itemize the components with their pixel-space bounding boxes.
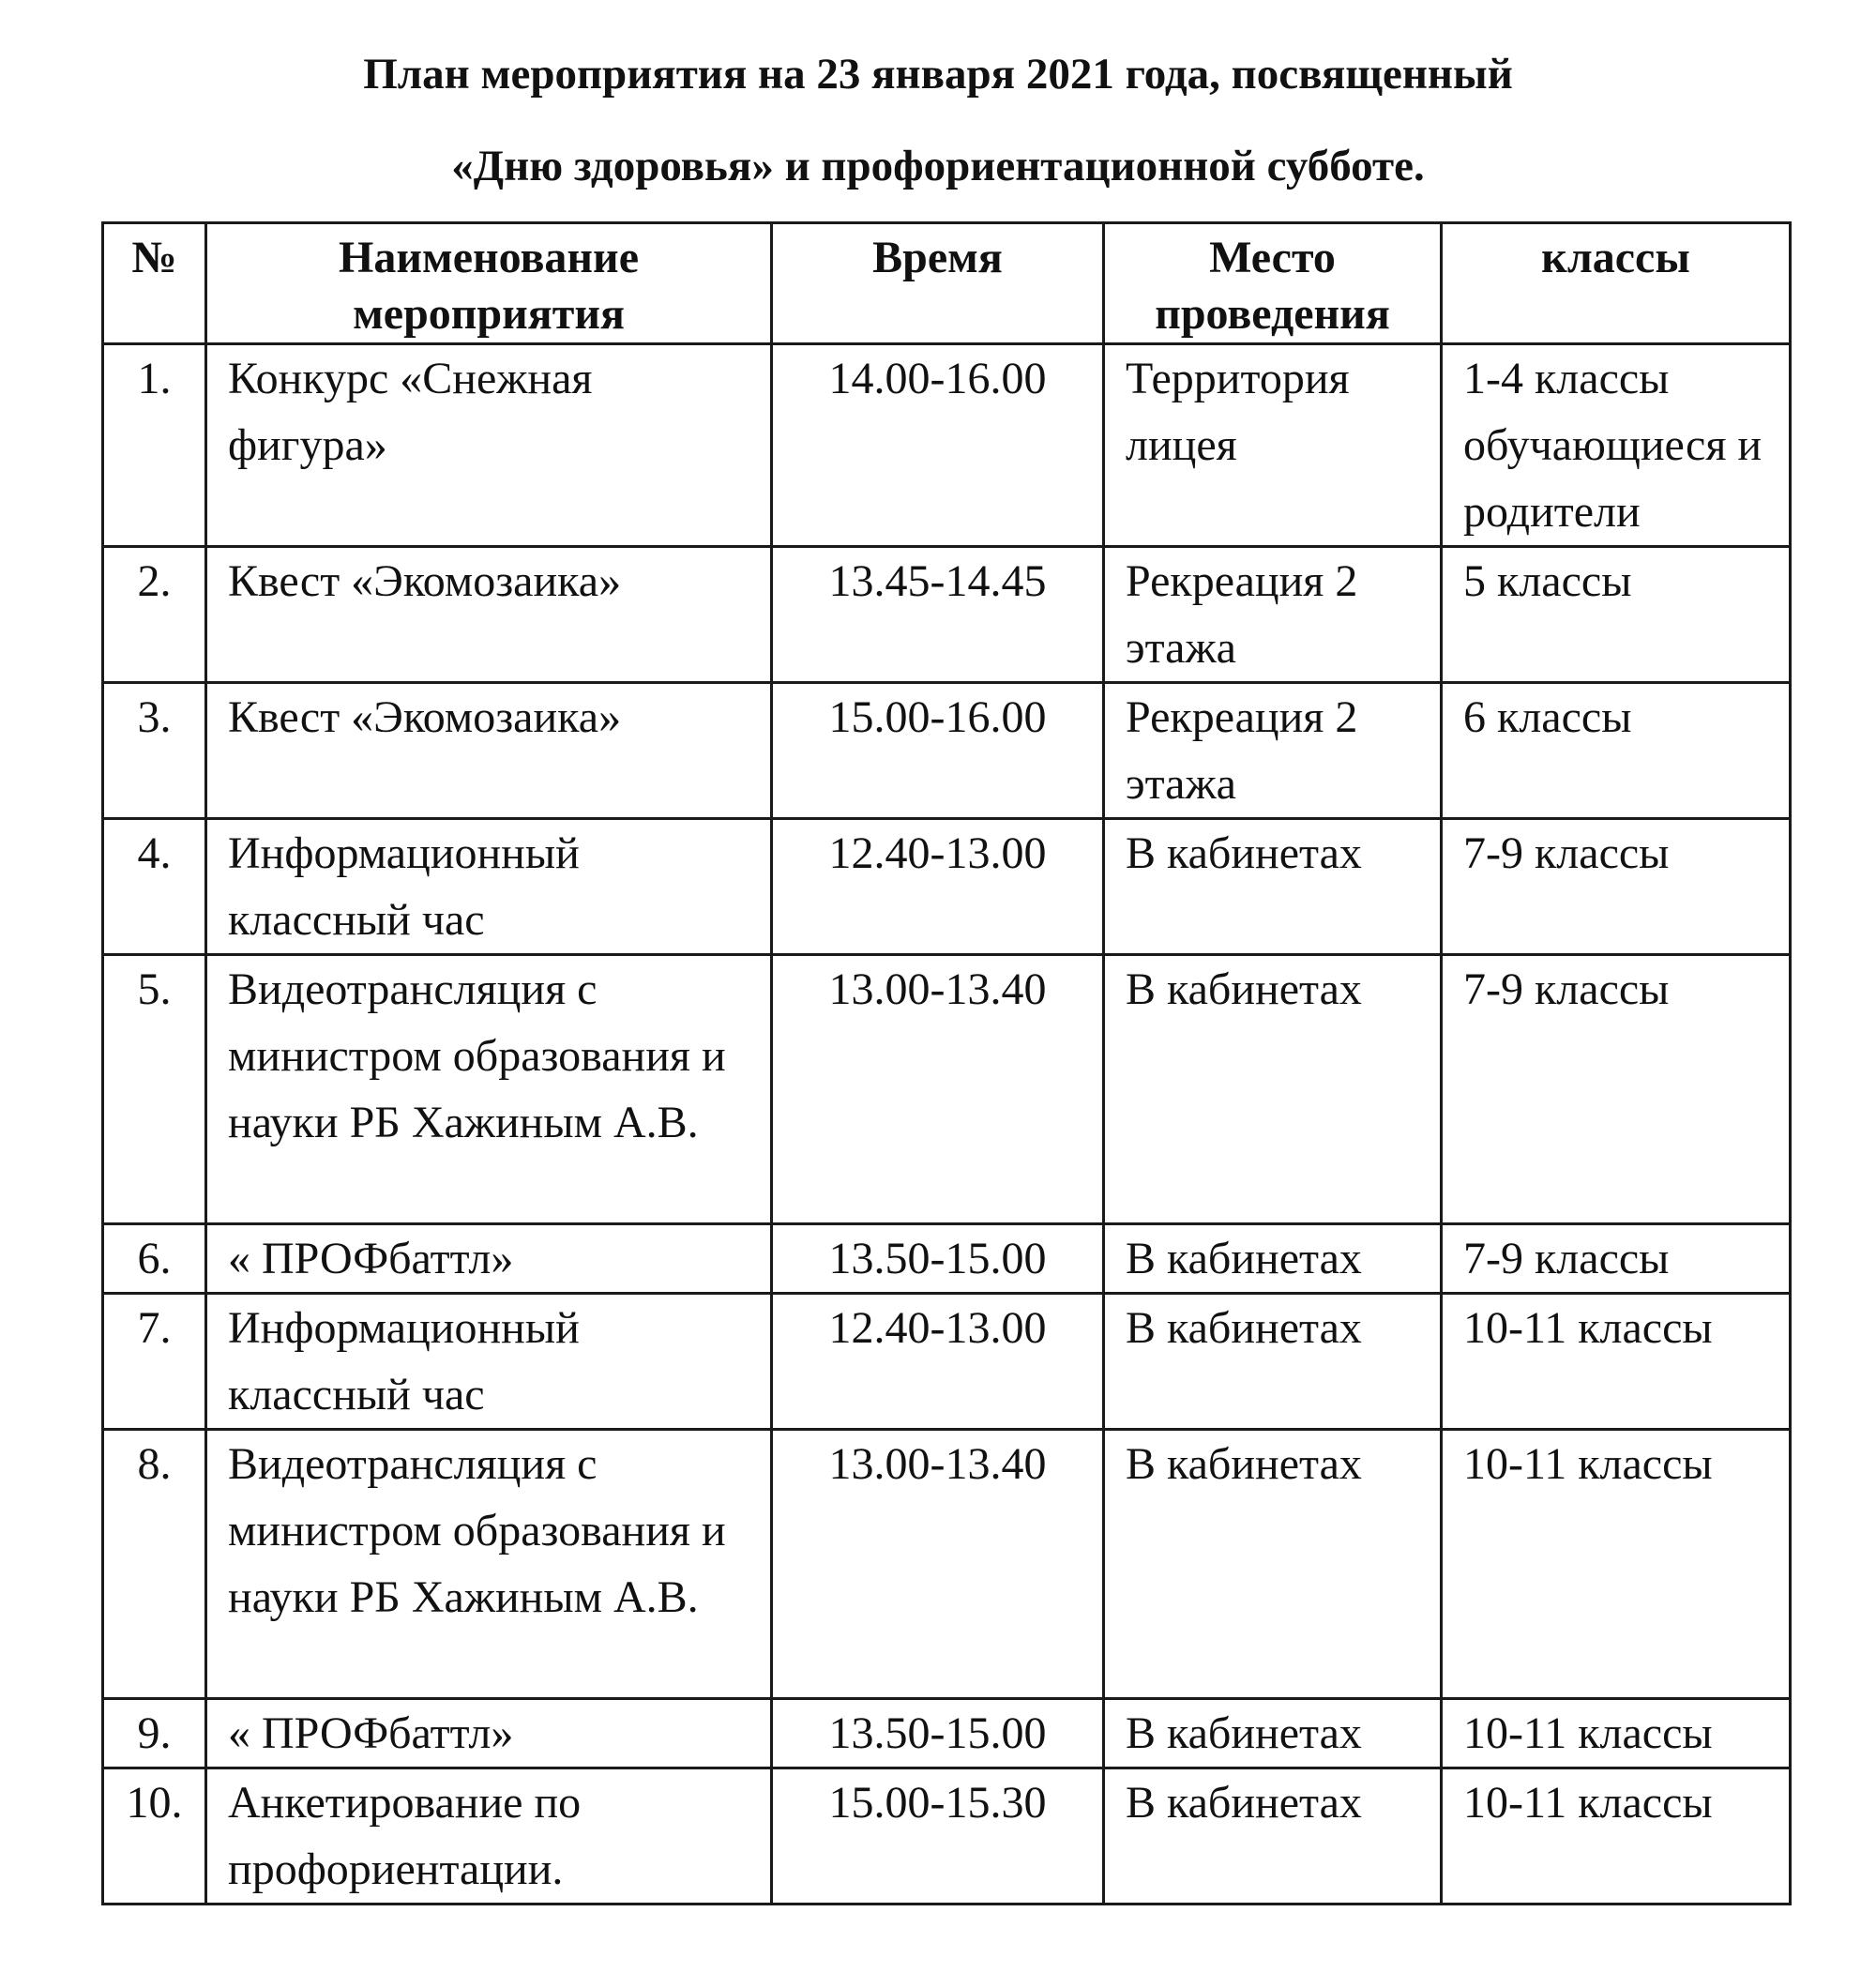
table-row <box>103 1699 1791 1768</box>
row-place: В кабинетах <box>1104 1294 1442 1430</box>
table-row <box>103 1768 1791 1905</box>
row-name: « ПРОФбаттл» <box>206 1224 772 1294</box>
row-time: 13.00-13.40 <box>772 955 1104 1224</box>
row-place: В кабинетах <box>1104 1699 1442 1768</box>
row-place: В кабинетах <box>1104 1430 1442 1699</box>
row-num: 4. <box>103 819 206 955</box>
row-num: 3. <box>103 683 206 819</box>
row-num: 1. <box>103 344 206 547</box>
row-time: 14.00-16.00 <box>772 344 1104 547</box>
row-name: Информационный классный час <box>206 819 772 955</box>
table-row <box>103 1294 1791 1430</box>
event-plan-table <box>101 221 1792 1905</box>
row-place: Рекреация 2 этажа <box>1104 547 1442 683</box>
table-row <box>103 1224 1791 1294</box>
table-header-row <box>103 223 1791 344</box>
header-time: Время <box>772 223 1104 344</box>
table-row <box>103 819 1791 955</box>
row-time: 15.00-15.30 <box>772 1768 1104 1905</box>
row-name: Квест «Экомозаика» <box>206 547 772 683</box>
row-classes: 6 классы <box>1442 683 1791 819</box>
row-num: 9. <box>103 1699 206 1768</box>
row-classes: 5 классы <box>1442 547 1791 683</box>
header-classes: классы <box>1442 223 1791 344</box>
row-classes: 7-9 классы <box>1442 955 1791 1224</box>
row-name: Конкурс «Снежная фигура» <box>206 344 772 547</box>
row-time: 12.40-13.00 <box>772 819 1104 955</box>
row-name: Анкетирование по профориентации. <box>206 1768 772 1905</box>
row-place: В кабинетах <box>1104 955 1442 1224</box>
table-row <box>103 955 1791 1224</box>
row-place: В кабинетах <box>1104 1768 1442 1905</box>
row-time: 15.00-16.00 <box>772 683 1104 819</box>
row-num: 8. <box>103 1430 206 1699</box>
row-name: Информационный классный час <box>206 1294 772 1430</box>
document-title-line-1: План мероприятия на 23 января 2021 года, посвященный <box>363 50 1513 99</box>
row-place: В кабинетах <box>1104 1224 1442 1294</box>
row-num: 10. <box>103 1768 206 1905</box>
table-row <box>103 344 1791 547</box>
row-classes: 10-11 классы <box>1442 1768 1791 1905</box>
row-name: Видеотрансляция с министром образования и науки РБ Хажиным А.В. <box>206 955 772 1224</box>
row-classes: 10-11 классы <box>1442 1294 1791 1430</box>
row-num: 6. <box>103 1224 206 1294</box>
table-row <box>103 547 1791 683</box>
row-place: В кабинетах <box>1104 819 1442 955</box>
row-name: Видеотрансляция с министром образования и науки РБ Хажиным А.В. <box>206 1430 772 1699</box>
row-time: 12.40-13.00 <box>772 1294 1104 1430</box>
row-num: 5. <box>103 955 206 1224</box>
table-row <box>103 683 1791 819</box>
row-time: 13.45-14.45 <box>772 547 1104 683</box>
row-time: 13.00-13.40 <box>772 1430 1104 1699</box>
row-place: Территория лицея <box>1104 344 1442 547</box>
header-num: № <box>103 223 206 344</box>
row-classes: 7-9 классы <box>1442 819 1791 955</box>
row-num: 2. <box>103 547 206 683</box>
row-name: Квест «Экомозаика» <box>206 683 772 819</box>
row-time: 13.50-15.00 <box>772 1699 1104 1768</box>
row-classes: 7-9 классы <box>1442 1224 1791 1294</box>
row-time: 13.50-15.00 <box>772 1224 1104 1294</box>
row-classes: 1-4 классы обучающиеся и родители <box>1442 344 1791 547</box>
table-row <box>103 1430 1791 1699</box>
row-classes: 10-11 классы <box>1442 1430 1791 1699</box>
header-name: Наименование мероприятия <box>206 223 772 344</box>
document-title <box>0 28 1876 212</box>
document-title-line-2: «Дню здоровья» и профориентационной субботе. <box>451 142 1425 190</box>
row-num: 7. <box>103 1294 206 1430</box>
header-place: Место проведения <box>1104 223 1442 344</box>
row-name: « ПРОФбаттл» <box>206 1699 772 1768</box>
row-place: Рекреация 2 этажа <box>1104 683 1442 819</box>
row-classes: 10-11 классы <box>1442 1699 1791 1768</box>
